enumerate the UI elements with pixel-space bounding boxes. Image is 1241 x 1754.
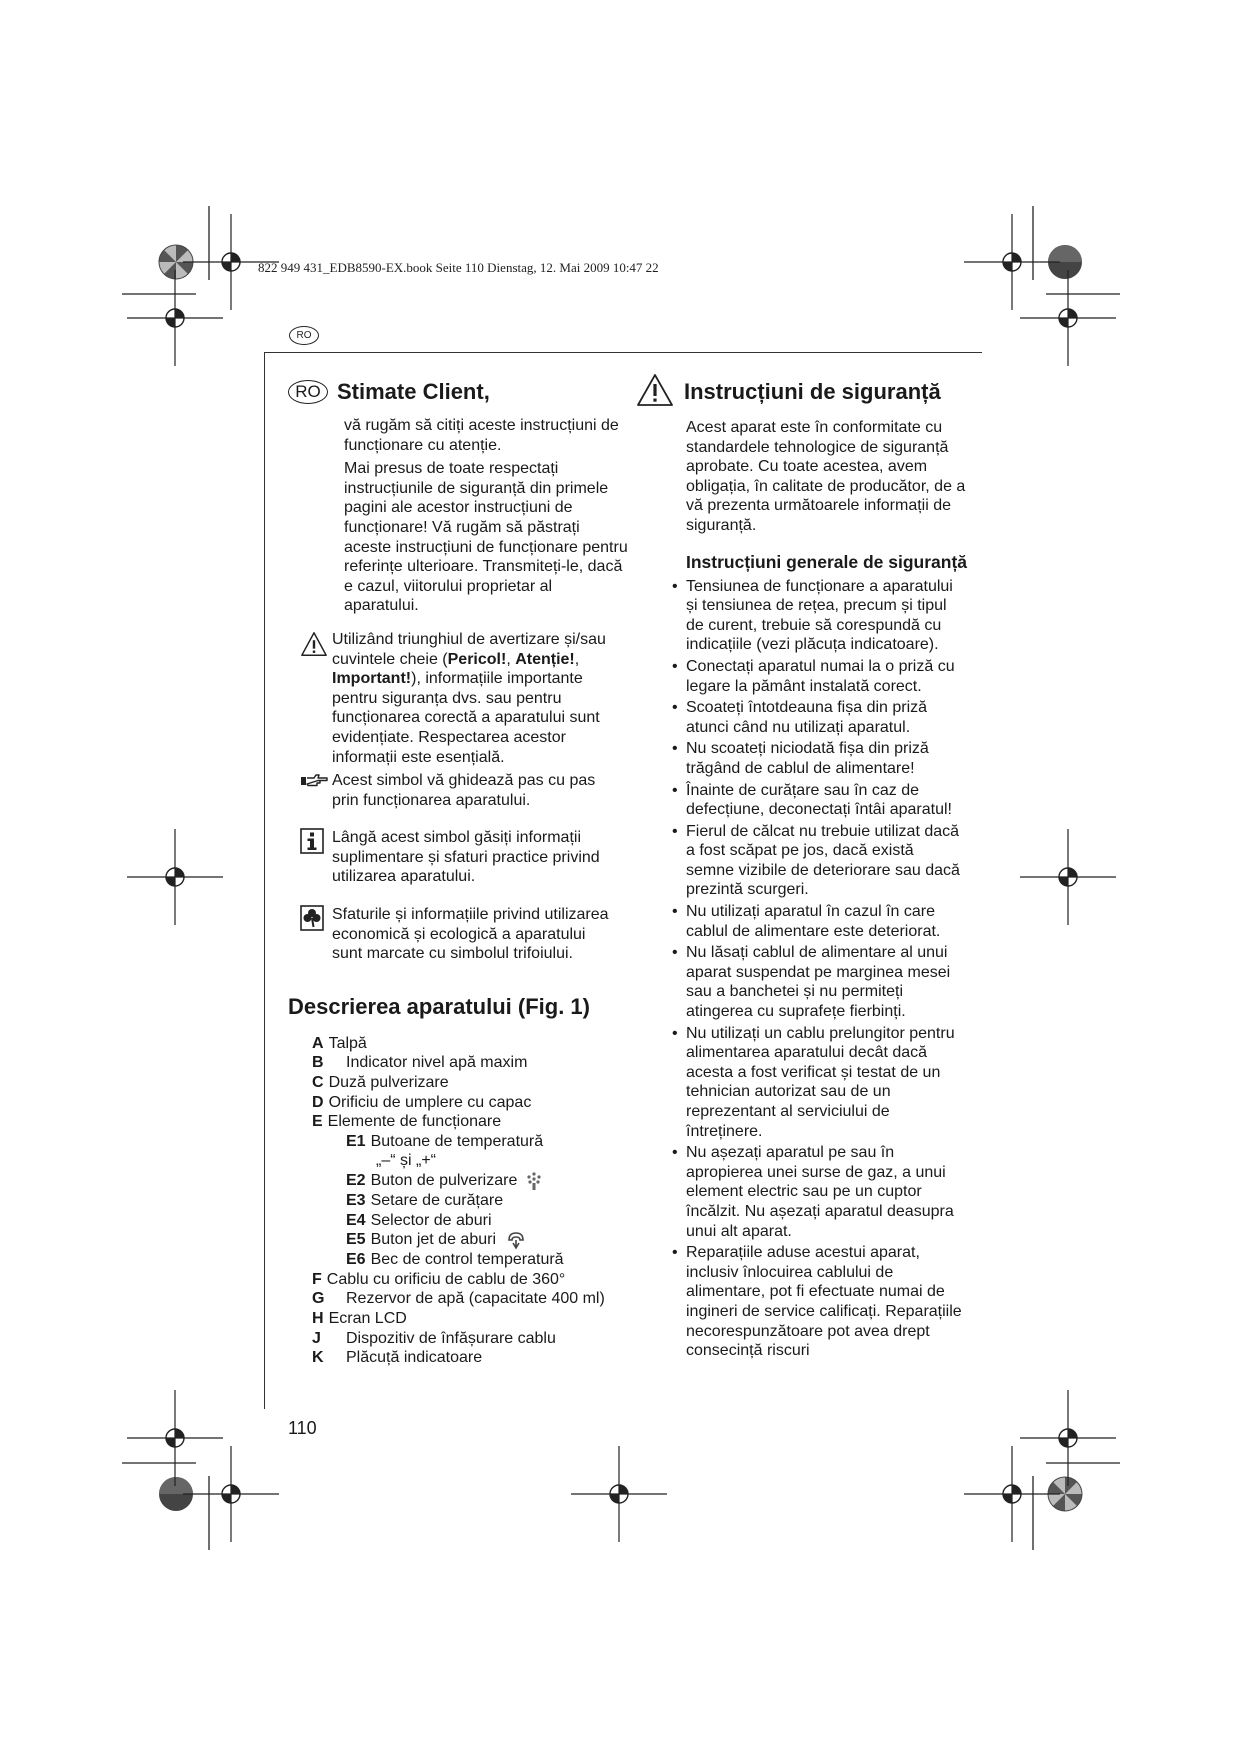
sub-part-item: E3 Setare de curățare [346,1192,504,1209]
info-note-text: Lângă acest simbol găsiți informații suplimentare și sfaturi practice privind utilizarea aparatului. [332,829,600,886]
list-item: • Nu așezați aparatul pe sau în apropierea unei surse de gaz, a unui element electric sau pe un cuptor încălzit. Nu așezați aparatul deasupra unui alt aparat. [672,1144,954,1240]
part-item: J Dispozitiv de înfășurare cablu [312,1329,556,1347]
warning-triangle-icon [636,373,674,412]
keyword-attention: Atenție! [515,650,575,668]
spray-icon [525,1171,543,1191]
safety-bullet-list [636,577,972,1361]
safety-title: Instrucțiuni de siguranță [684,379,941,404]
warning-triangle-icon [288,630,328,767]
list-item: • Conectați aparatul numai la o priză cu legare la pământ instalată corect. [672,657,955,695]
part-item: D Orificiu de umplere cu capac [312,1093,532,1111]
sub-part-continuation: „–“ și „+“ [376,1152,436,1170]
part-item: H Ecran LCD [312,1309,407,1327]
safety-intro: Acest aparat este în conformitate cu standardele tehnologice de siguranță aprobate. Cu toate acestea, avem obligația, în calitate de producător, de a vă prezenta următoarele informații de siguranță. [686,419,966,534]
left-rule [264,352,265,1409]
language-badge: RO [289,326,319,345]
parts-list [312,1034,628,1368]
hand-note-text: Acest simbol vă ghidează pas cu pas prin funcționarea aparatului. [332,772,596,809]
part-item: B Indicator nivel apă maxim [312,1054,528,1072]
device-description-title: Descrierea aparatului (Fig. 1) [288,993,590,1019]
part-item: G Rezervor de apă (capacitate 400 ml) [312,1290,605,1308]
part-item: E Elemente de funcționare [312,1113,502,1131]
part-item: C Duză pulverizare [312,1074,449,1092]
steam-burst-icon [506,1230,526,1250]
info-icon [288,828,328,887]
list-item: • Nu utilizați aparatul în cazul în care cablul de alimentare este deteriorat. [672,903,941,940]
list-item: • Nu lăsați cablul de alimentare al unui aparat suspendat pe marginea mesei sau a banchetei și nu permiteți atingerea cu suprafețe fierbinți. [672,944,951,1021]
sub-part-item: E1 Butoane de temperatură [346,1132,544,1150]
safety-heading-row [636,372,972,412]
pointing-hand-icon [288,771,328,810]
left-column [288,372,628,1368]
list-item: • Nu scoateți niciodată fișa din priză trăgând de cablul de alimentare! [672,740,929,777]
part-item: K Plăcuță indicatoare [312,1349,483,1367]
hand-note [288,771,628,810]
list-item: • Fierul de călcat nu trebuie utilizat dacă a fost scăpat pe jos, dacă există semne vizibile de deteriorare sau dacă prezintă scurgeri. [672,822,960,899]
list-item: • Reparațiile aduse acestui aparat, inclusiv înlocuirea cablului de alimentare, pot fi efectuate numai de ingineri de service calificați. Reparațiile necorespunzătoare pot avea drept consecință riscuri [672,1244,962,1360]
right-column [636,372,972,1363]
language-oval: RO [288,380,328,404]
keyword-important: Important! [332,670,412,688]
info-note [288,828,628,887]
clover-icon [288,905,328,964]
general-safety-subtitle: Instrucțiuni generale de siguranță [686,551,968,572]
list-item: • Înainte de curățare sau în caz de defecțiune, deconectați întâi aparatul! [672,781,952,819]
warning-note [288,630,628,767]
sub-part-item: E6 Bec de control temperatură [346,1251,564,1269]
top-rule [264,352,982,353]
list-item: • Scoateți întotdeauna fișa din priză atunci când nu utilizați aparatul. [672,699,928,736]
page-number: 110 [288,1418,317,1438]
part-item: A Talpă [312,1034,367,1052]
greeting-title: Stimate Client, [337,379,490,404]
eco-note [288,905,628,964]
sub-part-item: E2 Buton de pulverizare [312,1171,628,1191]
part-item: F Cablu cu orificiu de cablu de 360° [312,1270,566,1288]
warning-note-text: Utilizând triunghiul de avertizare și/sau cuvintele cheie (Pericol!, Atenție!, Important!), informațiile importante pentru siguranța dvs. sau pentru funcționarea corectă a aparatului sunt evidențiate. Respectarea acestor informații este esențială. [332,630,606,766]
sub-part-item: E5 Buton jet de aburi [312,1230,628,1250]
intro-paragraph: Mai presus de toate respectați instrucțiunile de siguranță din primele pagini ale acestor instrucțiuni de funcționare! Vă rugăm să păstrați aceste instrucțiuni de funcționare pentru referințe ulterioare. Transmiteți-le, dacă e cazul, viitorului proprietar al aparatului. [344,460,628,615]
intro-paragraph: vă rugăm să citiți aceste instrucțiuni de funcționare cu atenție. [344,417,619,454]
keyword-danger: Pericol! [447,650,507,668]
greeting-heading-row [288,372,628,412]
eco-note-text: Sfaturile și informațiile privind utilizarea economică și ecologică a aparatului sunt marcate cu simbolul trifoiului. [332,906,609,963]
list-item: • Nu utilizați un cablu prelungitor pentru alimentarea aparatului decât dacă acesta a fost verificat și testat de un tehnician autorizat sau de un reprezentant al serviciului de întreținere. [672,1024,955,1140]
sub-part-item: E4 Selector de aburi [346,1211,492,1229]
print-header: 822 949 431_EDB8590-EX.book Seite 110 Dienstag, 12. Mai 2009 10:47 22 [258,260,659,275]
list-item: • Tensiunea de funcționare a aparatului și tensiunea de rețea, precum și tipul de curent, trebuie să corespundă cu indicațiile (vezi plăcuța indicatoare). [672,577,953,654]
